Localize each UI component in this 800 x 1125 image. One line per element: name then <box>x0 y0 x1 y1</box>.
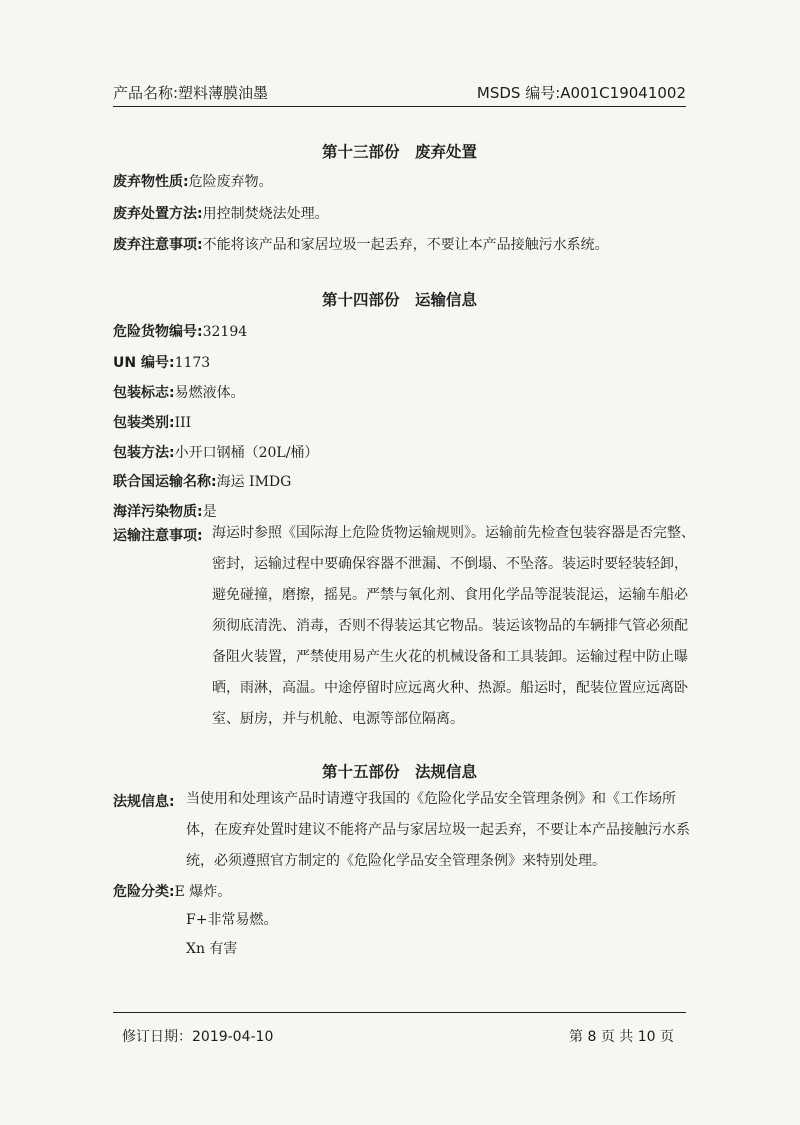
text-line: 海运时参照《国际海上危险货物运输规则》。运输前先检查包装容器是否完整、 <box>212 525 695 541</box>
revision-date: 修订日期：2019-04-10 <box>122 1029 274 1045</box>
un-shipping-name <box>113 471 693 491</box>
text-line: 备阻火装置，严禁使用易产生火花的机械设备和工具装卸。运输过程中防止曝 <box>212 649 688 665</box>
field-label: UN 编号: <box>113 355 175 371</box>
field-value: 用控制焚烧法处理。 <box>202 206 329 222</box>
field-label: 危险分类: <box>113 884 175 900</box>
text-line: 室、厨房，并与机舱、电源等部位隔离。 <box>212 711 464 727</box>
field-value: E 爆炸。 <box>174 884 232 900</box>
field-value: 32194 <box>202 324 248 340</box>
field-value: 不能将该产品和家居垃圾一起丢弃，不要让本产品接触污水系统。 <box>202 237 609 253</box>
dangerous-goods-number <box>113 321 693 341</box>
field-label: 联合国运输名称: <box>113 474 217 490</box>
field-value: 是 <box>202 504 217 520</box>
field-label: 海洋污染物质: <box>113 504 203 520</box>
product-name: 产品名称:塑料薄膜油墨 <box>113 84 269 102</box>
field-value: F+非常易燃。 <box>186 912 278 928</box>
text-line: 体，在废弃处置时建议不能将产品与家居垃圾一起丢弃，不要让本产品接触污水系 <box>186 822 690 838</box>
field-label: 废弃物性质: <box>113 174 189 190</box>
waste-disposal-method <box>113 203 693 223</box>
field-label: 包装类别: <box>113 415 175 431</box>
field-value: III <box>174 415 192 431</box>
msds-number: MSDS 编号:A001C19041002 <box>476 84 686 102</box>
transport-notes <box>212 518 695 549</box>
package-mark <box>113 382 693 402</box>
field-value: Xn 有害 <box>186 941 238 957</box>
text-line: 晒，雨淋，高温。中途停留时应远离火种、热源。船运时，配装位置应远离卧 <box>212 680 688 696</box>
field-value: 1173 <box>174 355 211 371</box>
field-label: 废弃处置方法: <box>113 206 203 222</box>
package-method <box>113 442 693 462</box>
footer-divider <box>113 1012 686 1013</box>
field-label: 运输注意事项: <box>113 528 203 544</box>
page-header <box>113 80 686 107</box>
waste-nature <box>113 171 693 191</box>
package-class <box>113 412 693 432</box>
regulation-first-line <box>186 784 676 815</box>
field-value: 易燃液体。 <box>174 385 245 401</box>
text-line: 统，必须遵照官方制定的《危险化学品安全管理条例》来特别处理。 <box>186 853 606 869</box>
text-line: 避免碰撞，磨擦，摇晃。严禁与氧化剂、食用化学品等混装混运，运输车船必 <box>212 587 688 603</box>
hazard-line-2 <box>186 909 486 929</box>
section-13-title: 第十三部份 废弃处置 <box>321 143 477 161</box>
field-value: 小开口钢桶（20L/桶） <box>174 445 319 461</box>
field-value: 危险废弃物。 <box>188 174 273 190</box>
field-label: 废弃注意事项: <box>113 237 203 253</box>
hazard-class-row <box>113 881 693 901</box>
regulation-text <box>186 815 690 877</box>
field-label: 危险货物编号: <box>113 324 203 340</box>
waste-precautions <box>113 234 693 254</box>
section-15-title: 第十五部份 法规信息 <box>321 763 477 781</box>
text-line: 须彻底清洗、消毒，否则不得装运其它物品。装运该物品的车辆排气管必须配 <box>212 618 688 634</box>
hazard-line-3 <box>186 938 486 958</box>
page-number: 第 8 页 共 10 页 <box>569 1029 674 1045</box>
text-line: 密封，运输过程中要确保容器不泄漏、不倒塌、不坠落。装运时要轻装轻卸， <box>212 556 688 572</box>
field-label: 包装标志: <box>113 385 175 401</box>
field-label: 法规信息: <box>113 794 175 810</box>
field-value: 海运 IMDG <box>216 474 292 490</box>
field-label: 包装方法: <box>113 445 175 461</box>
un-number <box>113 352 693 372</box>
text-line: 当使用和处理该产品时请遵守我国的《危险化学品安全管理条例》和《工作场所 <box>186 791 676 807</box>
section-14-title: 第十四部份 运输信息 <box>321 291 477 309</box>
transport-notes-cont <box>212 549 688 735</box>
